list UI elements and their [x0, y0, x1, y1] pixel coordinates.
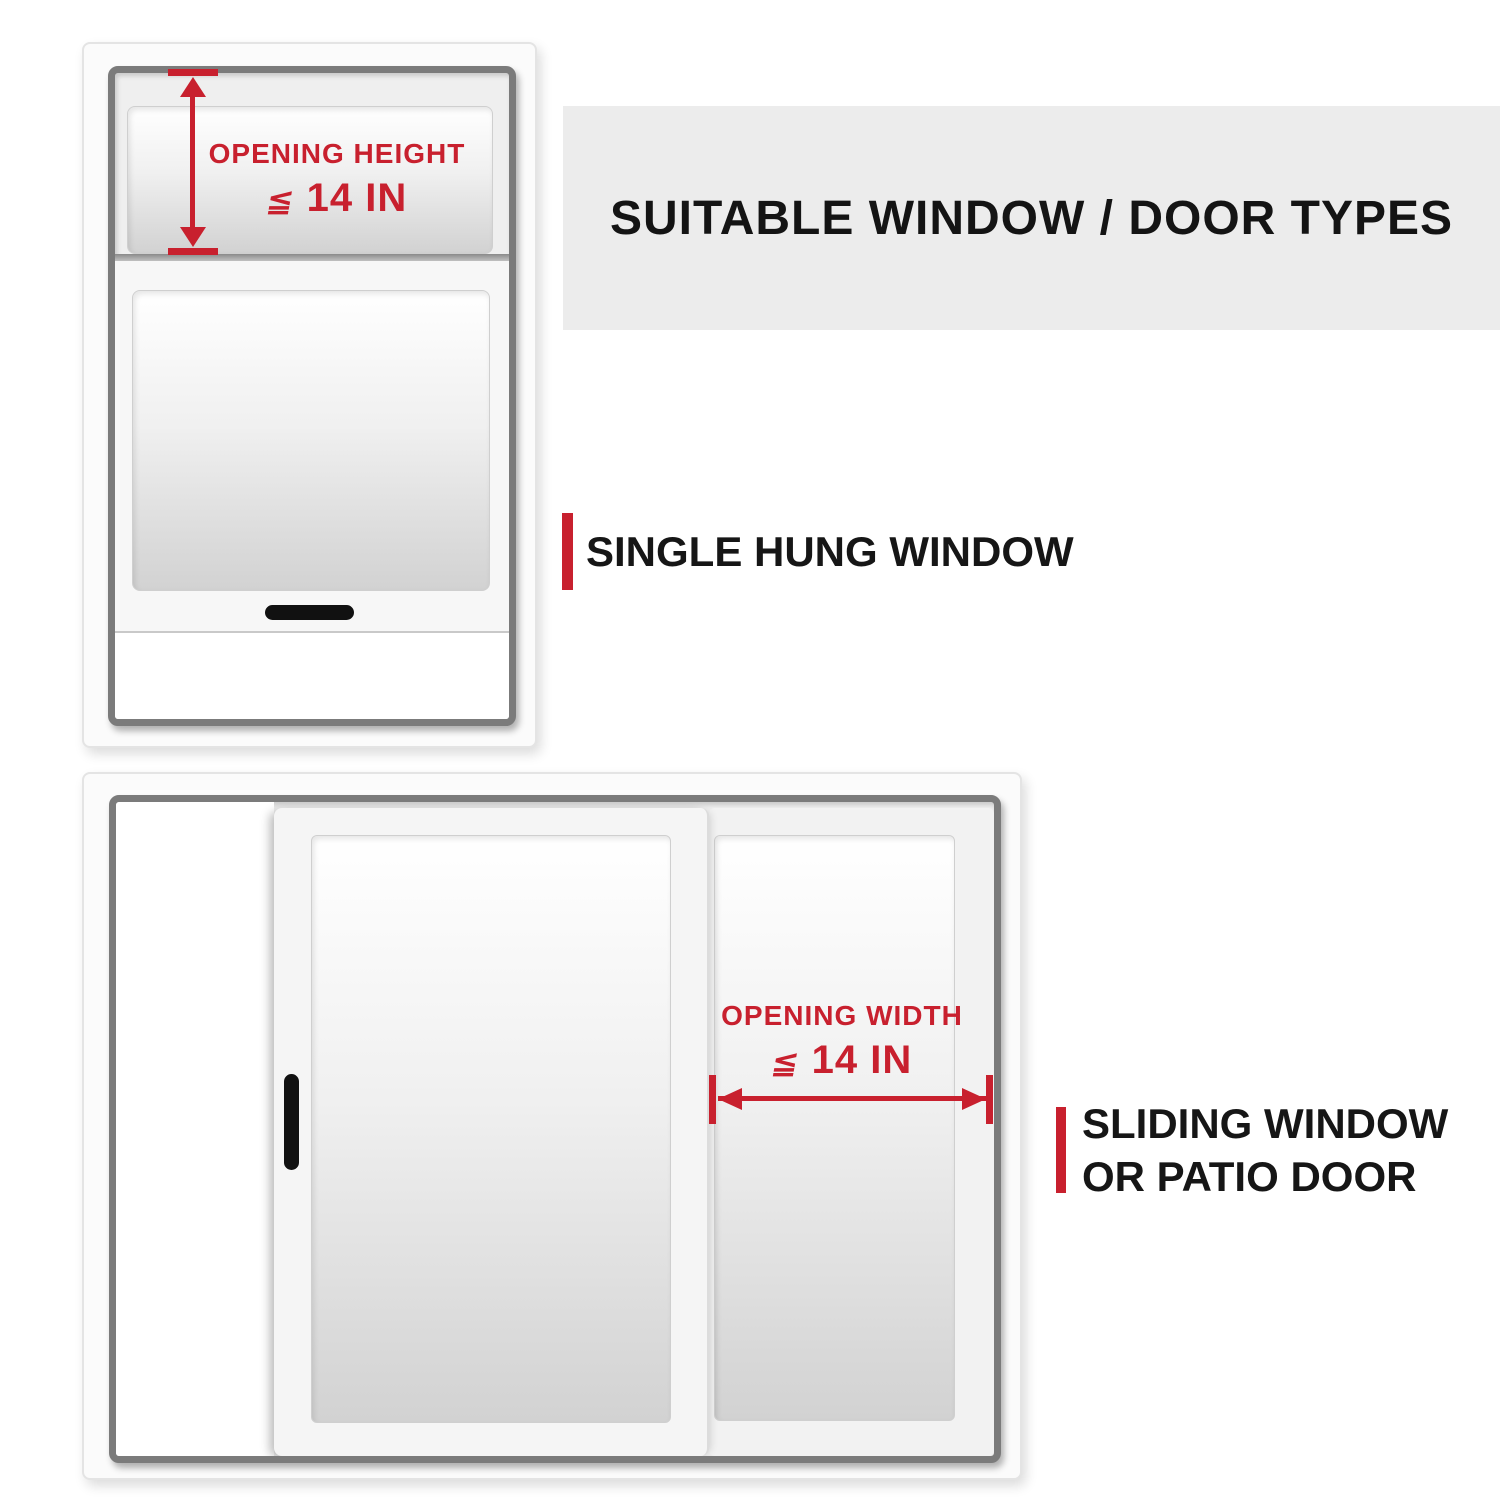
less-equal-symbol: ≦ [768, 1044, 803, 1080]
single-hung-label [562, 513, 1074, 590]
fixed-panel-glass [714, 835, 955, 1421]
sliding-door-illustration [82, 772, 1022, 1480]
opening-height-annotation [197, 138, 477, 221]
less-equal-symbol: ≦ [263, 182, 298, 218]
red-accent-bar [1056, 1107, 1066, 1193]
arrow-right-cap [986, 1075, 993, 1124]
window-bottom-opening [115, 633, 509, 719]
opening-width-annotation [692, 1000, 992, 1083]
arrow-down-head-icon [180, 227, 206, 247]
sliding-door-label [1056, 1097, 1448, 1203]
title-banner [563, 106, 1500, 330]
arrow-left-cap [709, 1075, 716, 1124]
single-hung-window-illustration [82, 42, 537, 748]
page-title: SUITABLE WINDOW / DOOR TYPES [609, 191, 1454, 245]
meeting-rail [115, 254, 509, 261]
opening-height-number: 14 IN [306, 176, 408, 220]
sliding-panel-glass [311, 835, 671, 1423]
single-hung-label-text: SINGLE HUNG WINDOW [586, 527, 1074, 575]
red-accent-bar [562, 513, 573, 590]
fixed-door-panel [709, 808, 994, 1456]
window-lift-handle [265, 605, 354, 620]
arrow-top-cap [168, 69, 218, 76]
arrow-shaft [190, 82, 195, 242]
door-outer-frame [82, 772, 1022, 1480]
opening-width-value [692, 1038, 992, 1083]
opening-width-number: 14 IN [811, 1038, 913, 1082]
lower-sash [115, 261, 509, 633]
lower-sash-glass [132, 290, 490, 591]
door-handle [284, 1074, 299, 1170]
opening-width-title: OPENING WIDTH [721, 1000, 963, 1031]
door-open-gap [116, 802, 274, 1456]
opening-height-title: OPENING HEIGHT [208, 138, 466, 169]
arrow-shaft [718, 1096, 986, 1101]
opening-height-value [197, 176, 477, 221]
sliding-label-line1: SLIDING WINDOW [1082, 1100, 1449, 1147]
door-inner-frame [109, 795, 1001, 1463]
arrow-right-head-icon [962, 1088, 986, 1110]
arrow-bottom-cap [168, 248, 218, 255]
sliding-label-line2: OR PATIO DOOR [1082, 1153, 1417, 1200]
sliding-label-text [1082, 1097, 1448, 1203]
window-outer-frame [82, 42, 537, 748]
sliding-door-panel [274, 808, 709, 1456]
